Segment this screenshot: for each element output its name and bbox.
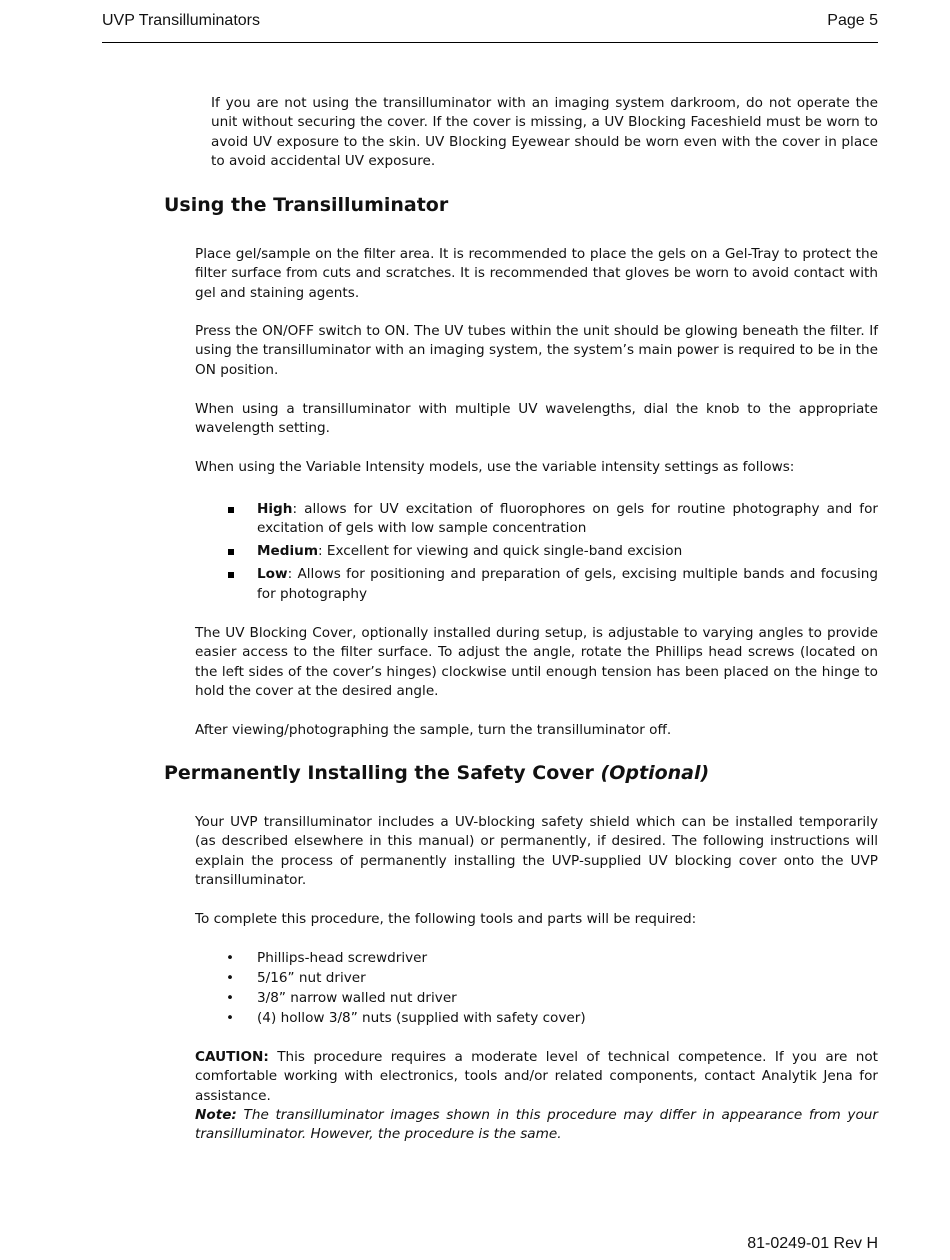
setting-label: Medium <box>257 543 318 560</box>
tool-label: (4) hollow 3/8” nuts (supplied with safety cover) <box>257 1010 586 1026</box>
setting-description: : Excellent for viewing and quick single-band excision <box>317 543 683 560</box>
heading-optional: (Optional) <box>600 762 710 784</box>
list-item <box>225 968 878 988</box>
section-heading-using: Using the Transilluminator <box>164 194 449 216</box>
uv-warning-paragraph: If you are not using the transilluminator with an imaging system darkroom, do not operate the unit without securing the cover. If the cover is missing, a UV Blocking Faceshield must be worn to avoid UV exposure to the skin. UV Blocking Eyewear should be worn even with the cover in place to avoid accidental UV exposure. <box>211 95 878 170</box>
note-text: The transilluminator images shown in this procedure may differ in appearance from your transilluminator. However, the procedure is the same. <box>195 1107 878 1143</box>
paragraph-variable-intensity: When using the Variable Intensity models, use the variable intensity settings as follows: <box>195 459 795 475</box>
setting-description: : Allows for positioning and preparation of gels, excising multiple bands and focusing for photography <box>257 566 878 602</box>
square-bullet-icon <box>228 565 234 584</box>
intensity-settings-list <box>225 500 878 608</box>
square-bullet-icon <box>228 500 234 519</box>
bullet-dot-icon: • <box>226 990 235 1006</box>
caution-text: This procedure requires a moderate level of technical competence. If you are not comfortable working with electronics, tools and/or related components, contact Analytik Jena for assistance. <box>195 1049 878 1104</box>
list-item <box>225 988 878 1008</box>
tool-label: Phillips-head screwdriver <box>257 950 428 966</box>
tool-label: 3/8” narrow walled nut driver <box>257 990 457 1006</box>
paragraph-blocking-cover: The UV Blocking Cover, optionally installed during setup, is adjustable to varying angles to provide easier access to the filter surface. To adjust the angle, rotate the Phillips head screws (located on the left sides of the cover’s hinges) clockwise until enough tension has been placed on the hinge to hold the cover at the desired angle. <box>195 625 878 700</box>
bullet-dot-icon: • <box>226 950 235 966</box>
setting-label: Low <box>257 566 288 583</box>
header-title: UVP Transilluminators <box>102 12 260 29</box>
list-item <box>225 948 878 968</box>
footer-document-id: 81-0249-01 Rev H <box>747 1235 878 1252</box>
tools-list <box>225 948 878 1028</box>
paragraph-turn-off: After viewing/photographing the sample, turn the transilluminator off. <box>195 722 672 738</box>
bullet-dot-icon: • <box>226 970 235 986</box>
list-item-low <box>225 565 878 604</box>
paragraph-place-gel: Place gel/sample on the filter area. It is recommended to place the gels on a Gel-Tray to protect the filter surface from cuts and scratches. It is recommended that gloves be worn to avoid contact with gel and staining agents. <box>195 246 878 301</box>
header-page-number: Page 5 <box>827 12 878 29</box>
caution-paragraph <box>195 1048 878 1106</box>
list-item <box>225 1008 878 1028</box>
tool-label: 5/16” nut driver <box>257 970 366 986</box>
section-heading-safety-cover <box>164 762 709 784</box>
paragraph-wavelength: When using a transilluminator with multiple UV wavelengths, dial the knob to the appropriate wavelength setting. <box>195 401 878 437</box>
header-divider <box>102 42 878 43</box>
list-item-medium <box>225 542 878 561</box>
square-bullet-icon <box>228 542 234 561</box>
paragraph-tools-required: To complete this procedure, the following tools and parts will be required: <box>195 911 697 927</box>
heading-text: Permanently Installing the Safety Cover <box>164 762 594 784</box>
setting-description: : allows for UV excitation of fluorophores on gels for routine photography and for excitation of gels with low sample concentration <box>257 501 878 537</box>
note-paragraph <box>195 1106 878 1145</box>
setting-label: High <box>257 501 293 517</box>
list-item-high <box>225 500 878 539</box>
note-label: Note: <box>195 1107 237 1123</box>
bullet-dot-icon: • <box>226 1010 235 1026</box>
paragraph-safety-shield: Your UVP transilluminator includes a UV-blocking safety shield which can be installed temporarily (as described elsewhere in this manual) or permanently, if desired. The following instructions will explain the process of permanently installing the UVP-supplied UV blocking cover onto the UVP transilluminator. <box>195 814 878 889</box>
paragraph-power-on: Press the ON/OFF switch to ON. The UV tubes within the unit should be glowing beneath the filter. If using the transilluminator with an imaging system, the system’s main power is required to be in the ON position. <box>195 323 878 378</box>
caution-label: CAUTION: <box>195 1049 269 1065</box>
